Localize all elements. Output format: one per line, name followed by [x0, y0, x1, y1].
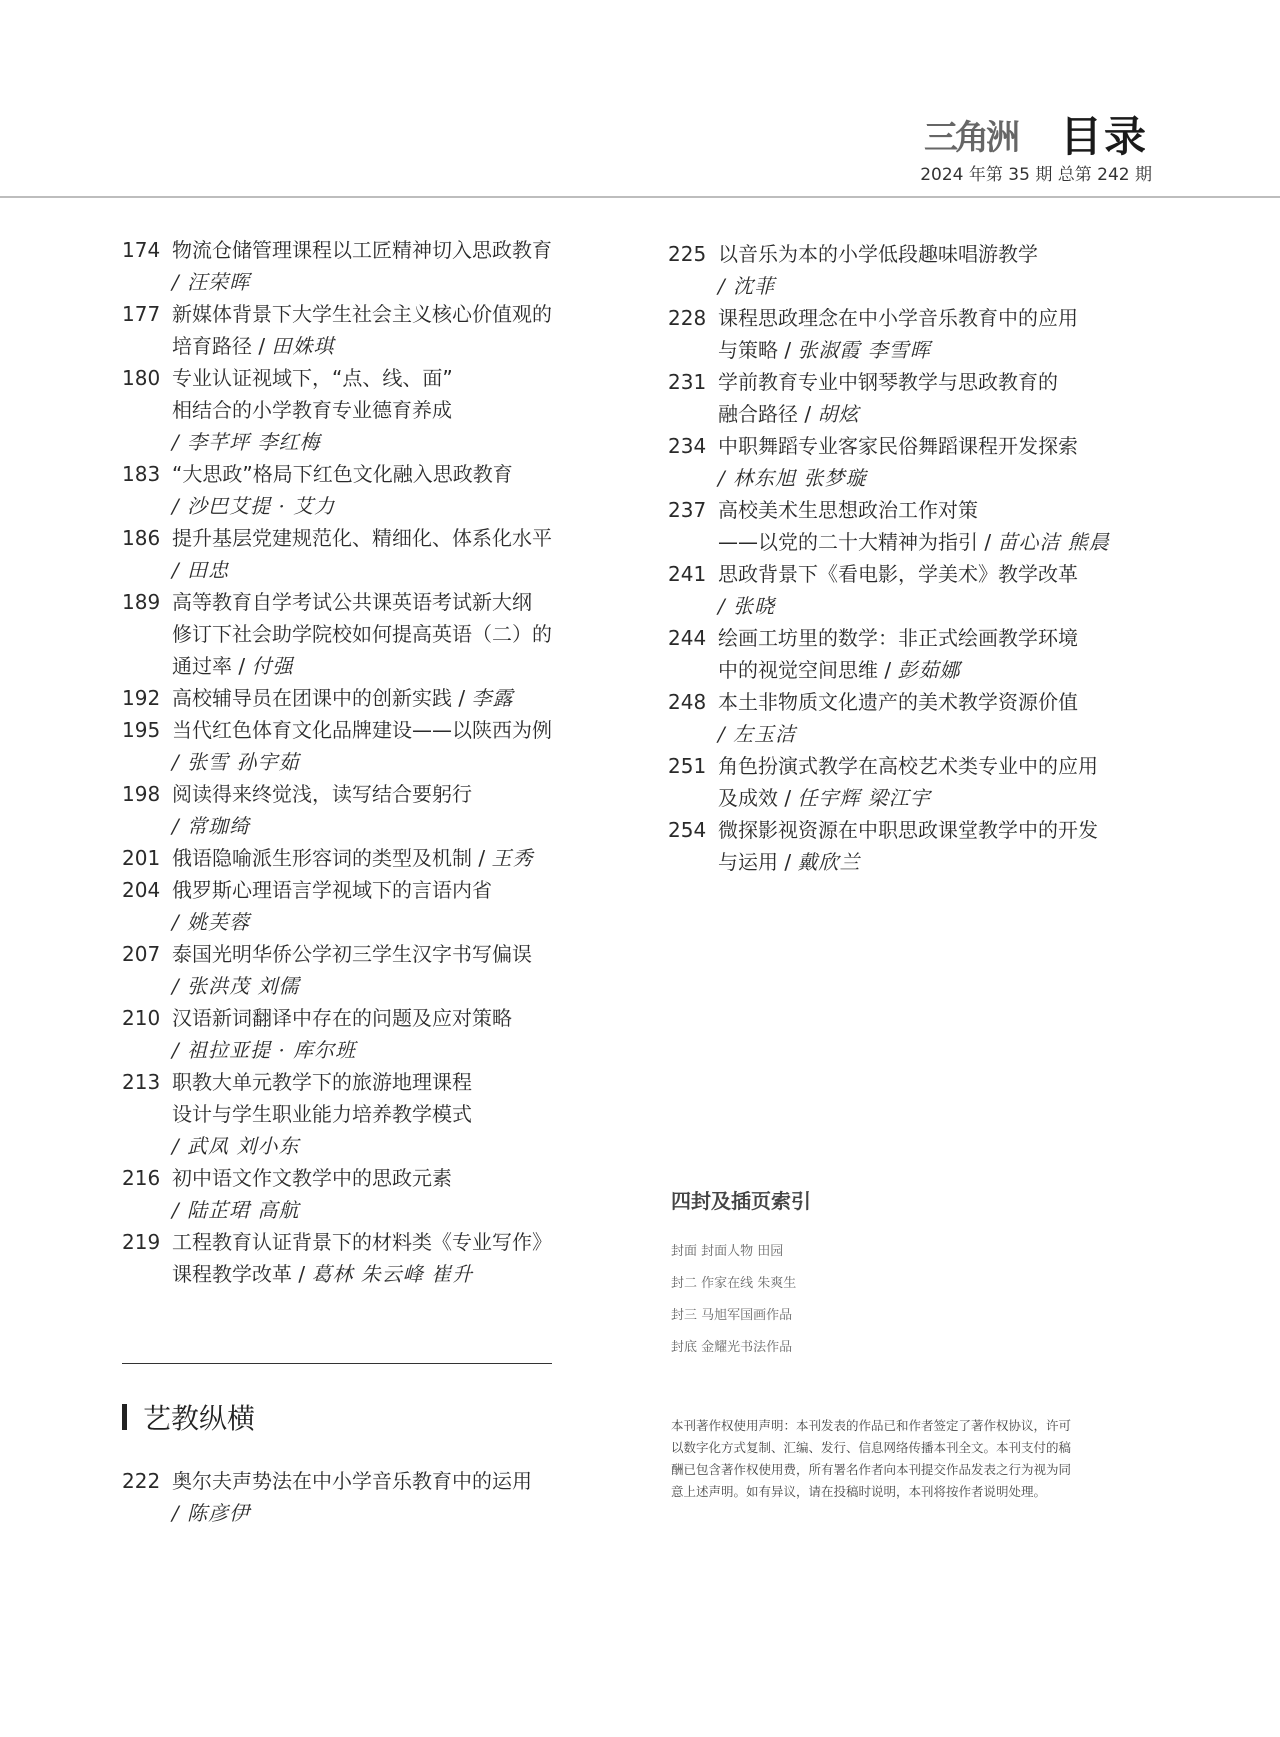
entry-author: / 陈彦伊	[172, 1501, 251, 1525]
entry-title: 通过率 /	[172, 654, 252, 678]
entry-line	[172, 1226, 592, 1258]
entry-line	[172, 394, 592, 426]
entry-line	[172, 298, 592, 330]
toc-entry	[668, 750, 1168, 814]
entry-author: / 张晓	[718, 594, 776, 618]
entry-title: 及成效 /	[718, 786, 798, 810]
page-number: 177	[122, 302, 161, 326]
entry-author: / 沈菲	[718, 274, 776, 298]
toc-left-column	[122, 234, 592, 1290]
entry-line	[718, 270, 1168, 302]
entry-author: / 祖拉亚提 · 库尔班	[172, 1038, 357, 1062]
entry-line	[718, 238, 1168, 270]
entry-title: 提升基层党建规范化、精细化、体系化水平	[172, 526, 552, 550]
toc-entry	[122, 714, 592, 778]
toc-entry	[122, 1162, 592, 1226]
toc-entry	[668, 494, 1168, 558]
index-list	[671, 1236, 796, 1364]
toc-entry	[122, 1465, 592, 1529]
page-number: 204	[122, 878, 161, 902]
entry-title: 高校美术生思想政治工作对策	[718, 498, 978, 522]
entry-author: / 张洪茂 刘儒	[172, 974, 300, 998]
entry-line	[718, 558, 1168, 590]
toc-entry	[668, 686, 1168, 750]
entry-title: 本土非物质文化遗产的美术教学资源价值	[718, 690, 1078, 714]
index-title: 四封及插页索引	[671, 1189, 811, 1213]
entry-line	[172, 938, 592, 970]
page-number: 228	[668, 306, 707, 330]
entry-line	[172, 778, 592, 810]
entry-title: 与策略 /	[718, 338, 798, 362]
entry-line	[718, 302, 1168, 334]
entry-title: 俄语隐喻派生形容词的类型及机制 /	[172, 846, 492, 870]
entry-title: 初中语文作文教学中的思政元素	[172, 1166, 452, 1190]
entry-line	[718, 654, 1168, 686]
entry-title: 奥尔夫声势法在中小学音乐教育中的运用	[172, 1469, 532, 1493]
entry-title: 专业认证视域下，“点、线、面”	[172, 366, 453, 390]
page-title: 目录	[1060, 112, 1149, 161]
page-number: 251	[668, 754, 707, 778]
toc-entry	[122, 362, 592, 458]
page-number: 201	[122, 846, 161, 870]
entry-line	[172, 1098, 592, 1130]
entry-line	[172, 490, 592, 522]
entry-author: / 李芊坪 李红梅	[172, 430, 321, 454]
section-header	[122, 1397, 255, 1437]
entry-line	[718, 462, 1168, 494]
page-number: 248	[668, 690, 707, 714]
entry-title: 阅读得来终觉浅，读写结合要躬行	[172, 782, 472, 806]
entry-title: 新媒体背景下大学生社会主义核心价值观的	[172, 302, 552, 326]
entry-line	[172, 1034, 592, 1066]
header-divider	[0, 196, 1280, 198]
entry-title: 职教大单元教学下的旅游地理课程	[172, 1070, 472, 1094]
page-number: 244	[668, 626, 707, 650]
section-bar-icon	[122, 1404, 127, 1430]
page-number: 174	[122, 238, 161, 262]
index-item: 封二 作家在线 朱爽生	[671, 1276, 797, 1291]
entry-line	[172, 874, 592, 906]
entry-line	[718, 398, 1168, 430]
entry-author: / 陆芷珺 高航	[172, 1198, 300, 1222]
entry-title: 课程教学改革 /	[172, 1262, 312, 1286]
entry-line	[172, 714, 592, 746]
entry-title: 以音乐为本的小学低段趣味唱游教学	[718, 242, 1038, 266]
toc-entry	[122, 522, 592, 586]
page-number: 180	[122, 366, 161, 390]
toc-entry	[668, 558, 1168, 622]
entry-line	[172, 810, 592, 842]
entry-author: 李露	[471, 686, 514, 710]
entry-line	[718, 718, 1168, 750]
section-title: 艺教纵横	[143, 1402, 256, 1435]
entry-title: 修订下社会助学院校如何提高英语（二）的	[172, 622, 552, 646]
page-number: 183	[122, 462, 161, 486]
page-number: 241	[668, 562, 707, 586]
toc-right-column	[668, 238, 1168, 878]
entry-line	[172, 554, 592, 586]
entry-line	[718, 622, 1168, 654]
toc-entry	[122, 458, 592, 522]
entry-line	[172, 458, 592, 490]
toc-entry	[668, 238, 1168, 302]
entry-title: 学前教育专业中钢琴教学与思政教育的	[718, 370, 1058, 394]
magazine-logo: 三角洲	[924, 118, 1017, 158]
entry-author: 田姝琪	[271, 334, 335, 358]
entry-author: / 武凤 刘小东	[172, 1134, 300, 1158]
entry-author: / 张雪 孙宇茹	[172, 750, 300, 774]
issue-info: 2024 年第 35 期 总第 242 期	[920, 165, 1152, 185]
page-number: 195	[122, 718, 161, 742]
entry-title: 俄罗斯心理语言学视域下的言语内省	[172, 878, 492, 902]
toc-entry	[122, 938, 592, 1002]
entry-author: / 汪荣晖	[172, 270, 251, 294]
entry-title: 思政背景下《看电影，学美术》教学改革	[718, 562, 1078, 586]
page-number: 186	[122, 526, 161, 550]
entry-line	[172, 522, 592, 554]
entry-author: 胡炫	[817, 402, 860, 426]
page-number: 210	[122, 1006, 161, 1030]
entry-author: 任宇辉 梁江宇	[797, 786, 931, 810]
entry-title: 物流仓储管理课程以工匠精神切入思政教育	[172, 238, 552, 262]
entry-author: 张淑霞 李雪晖	[797, 338, 931, 362]
page-number: 225	[668, 242, 707, 266]
entry-title: 设计与学生职业能力培养教学模式	[172, 1102, 472, 1126]
entry-line	[172, 1162, 592, 1194]
entry-line	[172, 1194, 592, 1226]
entry-title: 绘画工坊里的数学：非正式绘画教学环境	[718, 626, 1078, 650]
entry-author: / 左玉洁	[718, 722, 797, 746]
page-number: 234	[668, 434, 707, 458]
page-number: 213	[122, 1070, 161, 1094]
entry-line	[718, 366, 1168, 398]
entry-line	[172, 1465, 592, 1497]
entry-line	[718, 846, 1168, 878]
entry-line	[172, 682, 592, 714]
toc-entry	[122, 234, 592, 298]
entry-title: 课程思政理念在中小学音乐教育中的应用	[718, 306, 1078, 330]
toc-entry	[668, 622, 1168, 686]
copyright-notice: 本刊著作权使用声明：本刊发表的作品已和作者签定了著作权协议，许可以数字化方式复制、汇编、发行、信息网络传播本刊全文。本刊支付的稿酬已包含著作权使用费，所有署名作者向本刊提交作品发表之行为视为同意上述声明。如有异议，请在投稿时说明，本刊将按作者说明处理。	[671, 1418, 1072, 1499]
entry-line	[718, 590, 1168, 622]
entry-line	[718, 526, 1168, 558]
entry-author: 王秀	[491, 846, 534, 870]
page-number: 222	[122, 1469, 161, 1493]
toc-entry	[668, 366, 1168, 430]
toc-section-entries	[122, 1465, 592, 1529]
page-number: 189	[122, 590, 161, 614]
entry-author: 葛林 朱云峰 崔升	[311, 1262, 474, 1286]
entry-author: / 林东旭 张梦璇	[718, 466, 867, 490]
entry-line	[718, 334, 1168, 366]
entry-title: 融合路径 /	[718, 402, 818, 426]
entry-line	[718, 686, 1168, 718]
page-number: 207	[122, 942, 161, 966]
entry-line	[172, 1497, 592, 1529]
entry-title: 中的视觉空间思维 /	[718, 658, 898, 682]
entry-line	[172, 1258, 592, 1290]
section-divider	[122, 1363, 552, 1364]
entry-line	[172, 970, 592, 1002]
entry-title: 与运用 /	[718, 850, 798, 874]
entry-line	[718, 494, 1168, 526]
entry-line	[172, 650, 592, 682]
entry-line	[172, 618, 592, 650]
entry-line	[172, 842, 592, 874]
page-number: 237	[668, 498, 707, 522]
entry-title: 泰国光明华侨公学初三学生汉字书写偏误	[172, 942, 532, 966]
entry-title: 当代红色体育文化品牌建设——以陕西为例	[172, 718, 552, 742]
entry-line	[172, 362, 592, 394]
toc-entry	[122, 842, 592, 874]
entry-title: ——以党的二十大精神为指引 /	[718, 530, 998, 554]
entry-line	[718, 814, 1168, 846]
entry-author: / 沙巴艾提 · 艾力	[172, 494, 336, 518]
entry-line	[172, 906, 592, 938]
entry-title: 汉语新词翻译中存在的问题及应对策略	[172, 1006, 512, 1030]
toc-entry	[122, 298, 592, 362]
entry-line	[172, 330, 592, 362]
entry-title: 中职舞蹈专业客家民俗舞蹈课程开发探索	[718, 434, 1078, 458]
page-number: 231	[668, 370, 707, 394]
toc-entry	[668, 430, 1168, 494]
entry-line	[718, 430, 1168, 462]
entry-line	[718, 750, 1168, 782]
entry-title: 高等教育自学考试公共课英语考试新大纲	[172, 590, 532, 614]
entry-line	[172, 426, 592, 458]
toc-entry	[122, 1066, 592, 1162]
toc-entry	[122, 874, 592, 938]
entry-line	[172, 1066, 592, 1098]
entry-author: / 常珈绮	[172, 814, 251, 838]
page-number: 198	[122, 782, 161, 806]
entry-line	[172, 1002, 592, 1034]
entry-title: “大思政”格局下红色文化融入思政教育	[172, 462, 513, 486]
entry-author: / 姚芙蓉	[172, 910, 251, 934]
toc-entry	[122, 1002, 592, 1066]
entry-line	[172, 746, 592, 778]
toc-entry	[668, 302, 1168, 366]
toc-entry	[668, 814, 1168, 878]
entry-title: 高校辅导员在团课中的创新实践 /	[172, 686, 472, 710]
entry-author: 付强	[251, 654, 294, 678]
entry-author: 戴欣兰	[797, 850, 861, 874]
entry-line	[718, 782, 1168, 814]
toc-entry	[122, 1226, 592, 1290]
entry-title: 角色扮演式教学在高校艺术类专业中的应用	[718, 754, 1098, 778]
entry-author: 彭茹娜	[897, 658, 961, 682]
toc-entry	[122, 778, 592, 842]
index-item: 封底 金耀光书法作品	[671, 1340, 793, 1355]
page-number: 254	[668, 818, 707, 842]
page-number: 192	[122, 686, 161, 710]
index-item: 封面 封面人物 田园	[671, 1244, 784, 1259]
page-number: 216	[122, 1166, 161, 1190]
page-number: 219	[122, 1230, 161, 1254]
entry-author: 苗心洁 熊晨	[997, 530, 1110, 554]
entry-title: 微探影视资源在中职思政课堂教学中的开发	[718, 818, 1098, 842]
entry-author: / 田忠	[172, 558, 230, 582]
toc-entry	[122, 586, 592, 682]
entry-line	[172, 586, 592, 618]
entry-line	[172, 266, 592, 298]
entry-title: 工程教育认证背景下的材料类《专业写作》	[172, 1230, 552, 1254]
entry-line	[172, 1130, 592, 1162]
entry-title: 相结合的小学教育专业德育养成	[172, 398, 452, 422]
toc-entry	[122, 682, 592, 714]
entry-title: 培育路径 /	[172, 334, 272, 358]
entry-line	[172, 234, 592, 266]
index-item: 封三 马旭军国画作品	[671, 1308, 793, 1323]
